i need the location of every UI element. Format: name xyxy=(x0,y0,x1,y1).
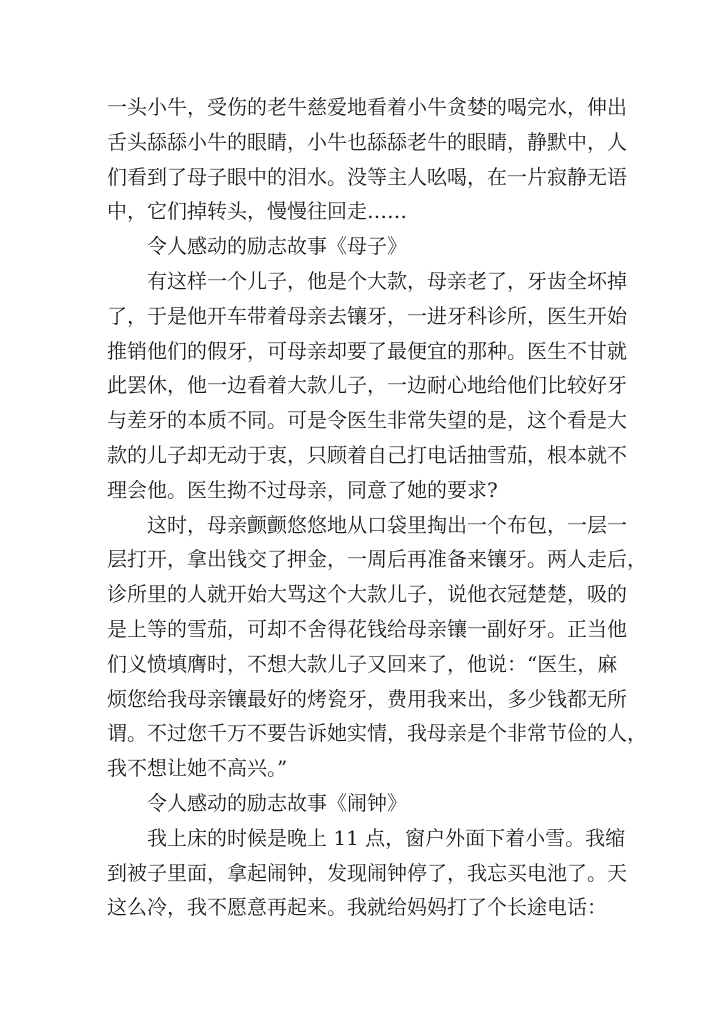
text-line: 舌头舔舔小牛的眼睛，小牛也舔舔老牛的眼睛，静默中，人 xyxy=(107,129,627,154)
text-line: 诊所里的人就开始大骂这个大款儿子，说他衣冠楚楚，吸的 xyxy=(107,582,627,607)
text-line: 到被子里面，拿起闹钟，发现闹钟停了，我忘买电池了。天 xyxy=(107,860,627,885)
text-line: 一头小牛，受伤的老牛慈爱地看着小牛贪婪的喝完水，伸出 xyxy=(107,95,627,119)
section-heading-muzi: 令人感动的励志故事《母子》 xyxy=(147,234,407,259)
text-line: 我上床的时候是晚上 11 点，窗户外面下着小雪。我缩 xyxy=(147,825,626,850)
text-line: 推销他们的假牙，可母亲却要了最便宜的那种。医生不甘就 xyxy=(107,338,627,363)
text-line: 了，于是他开车带着母亲去镶牙，一进牙科诊所，医生开始 xyxy=(107,303,627,328)
text-line: 谓。不过您千万不要告诉她实情，我母亲是个非常节俭的人， xyxy=(107,721,647,746)
text-line: 是上等的雪茄，可却不舍得花钱给母亲镶一副好牙。正当他 xyxy=(107,616,627,641)
text-line: 层打开，拿出钱交了押金，一周后再准备来镶牙。两人走后， xyxy=(107,547,647,572)
text-line: 们看到了母子眼中的泪水。没等主人吆喝，在一片寂静无语 xyxy=(107,164,627,189)
text-line: 烦您给我母亲镶最好的烤瓷牙，费用我来出，多少钱都无所 xyxy=(107,686,627,711)
text-line: 有这样一个儿子，他是个大款，母亲老了，牙齿全坏掉 xyxy=(147,268,627,293)
text-line: 与差牙的本质不同。可是令医生非常失望的是，这个看是大 xyxy=(107,408,627,433)
text-line: 我不想让她不高兴。” xyxy=(107,756,288,781)
text-line: 们义愤填膺时，不想大款儿子又回来了，他说：“医生，麻 xyxy=(107,651,618,676)
text-line: 款的儿子却无动于衷，只顾着自己打电话抽雪茄，根本就不 xyxy=(107,442,627,467)
text-line: 这时，母亲颤颤悠悠地从口袋里掏出一个布包，一层一 xyxy=(147,512,627,537)
document-body xyxy=(107,90,647,925)
section-heading-naozhong: 令人感动的励志故事《闹钟》 xyxy=(147,790,407,815)
text-line: 此罢休，他一边看着大款儿子，一边耐心地给他们比较好牙 xyxy=(107,373,627,398)
text-line: 理会他。医生拗不过母亲，同意了她的要求? xyxy=(107,477,498,502)
text-line: 中，它们掉转头，慢慢往回走…… xyxy=(107,199,407,224)
text-line: 这么冷，我不愿意再起来。我就给妈妈打了个长途电话： xyxy=(107,895,607,920)
